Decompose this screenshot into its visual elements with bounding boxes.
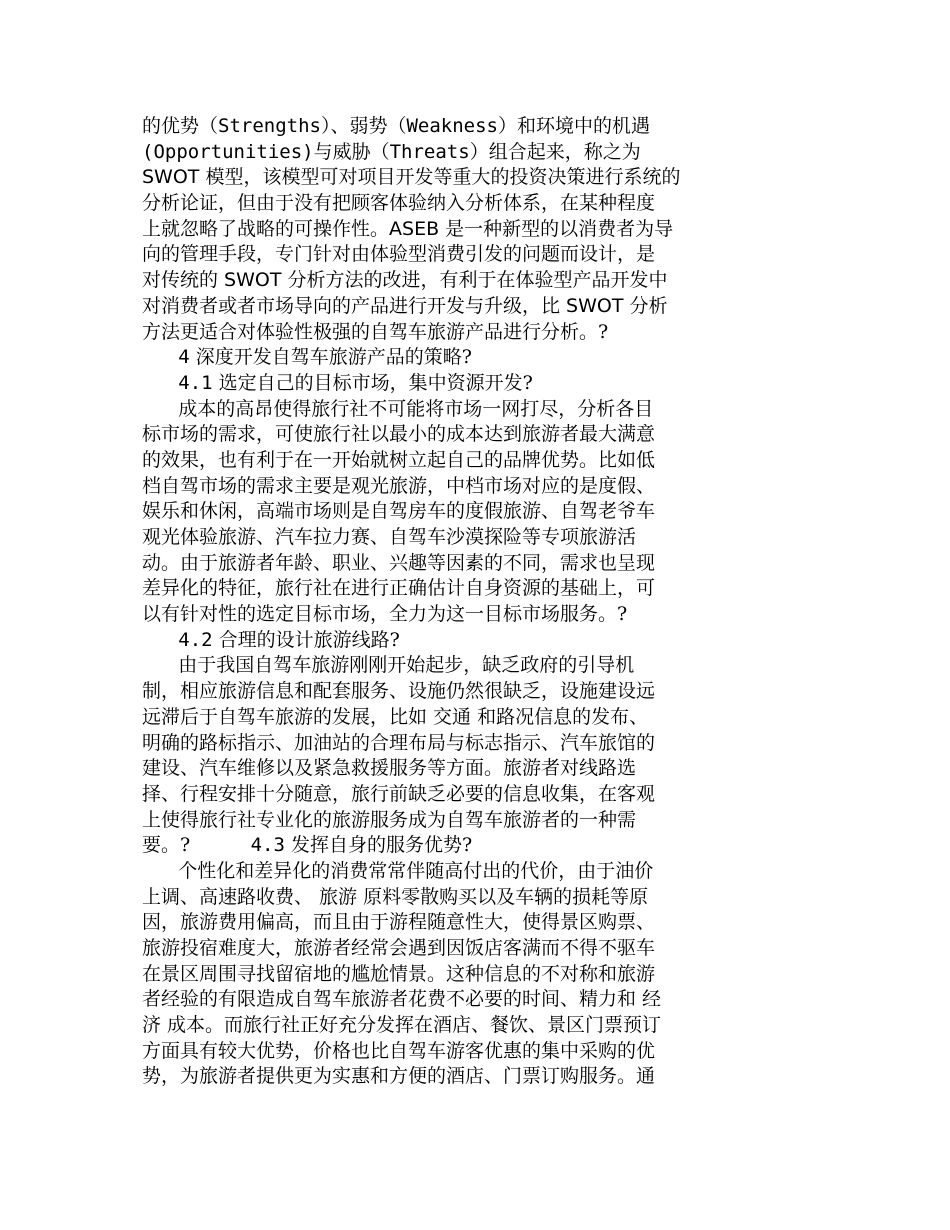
text-line: 方法更适合对体验性极强的自驾车旅游产品进行分析。? bbox=[142, 320, 609, 343]
text-line: (Opportunities)与威胁（Threats）组合起来，称之为 bbox=[142, 140, 641, 163]
text-line: 分析论证，但由于没有把顾客体验纳入分析体系，在某种程度 bbox=[142, 192, 656, 215]
text-line: 差异化的特征，旅行社在进行正确估计自身资源的基础上，可 bbox=[142, 577, 656, 600]
text-line: 上使得旅行社专业化的旅游服务成为自驾车旅游者的一种需 bbox=[142, 808, 637, 831]
text-line: 个性化和差异化的消费常常伴随高付出的代价，由于油价 bbox=[142, 859, 654, 882]
text-line: 建设、汽车维修以及紧急救援服务等方面。旅游者对线路选 bbox=[142, 757, 637, 780]
text-line: 制，相应旅游信息和配套服务、设施仍然很缺乏，设施建设远 bbox=[142, 680, 656, 703]
text-line: 成本的高昂使得旅行社不可能将市场一网打尽，分析各目 bbox=[142, 397, 654, 420]
text-line: 以有针对性的选定目标市场，全力为这一目标市场服务。? bbox=[142, 603, 628, 626]
text-line: 由于我国自驾车旅游刚刚开始起步，缺乏政府的引导机 bbox=[142, 654, 635, 677]
text-line: 档自驾市场的需求主要是观光旅游，中档市场对应的是度假、 bbox=[142, 474, 656, 497]
document-body bbox=[142, 114, 742, 1090]
text-line: 4.1 选定自己的目标市场，集中资源开发? bbox=[178, 371, 533, 394]
text-line: 娱乐和休闲，高端市场则是自驾房车的度假旅游、自驾老爷车 bbox=[142, 500, 656, 523]
text-line: 对传统的 SWOT 分析方法的改进，有利于在体验型产品开发中 bbox=[142, 269, 668, 292]
text-line: 的优势（Strengths）、弱势（Weakness）和环境中的机遇 bbox=[142, 115, 651, 137]
text-line: 远滞后于自驾车旅游的发展，比如 交通 和路况信息的发布、 bbox=[142, 705, 649, 728]
text-line: 者经验的有限造成自驾车旅游者花费不必要的时间、精力和 经 bbox=[142, 988, 662, 1011]
text-line: 向的管理手段，专门针对由体验型消费引发的问题而设计，是 bbox=[142, 243, 656, 266]
text-line: 的效果，也有利于在一开始就树立起自己的品牌优势。比如低 bbox=[142, 448, 656, 471]
text-line: 势，为旅游者提供更为实惠和方便的酒店、门票订购服务。通 bbox=[142, 1065, 656, 1088]
text-line: 在景区周围寻找留宿地的尴尬情景。这种信息的不对称和旅游 bbox=[142, 962, 656, 985]
text-line: 观光体验旅游、汽车拉力赛、自驾车沙漠探险等专项旅游活 bbox=[142, 526, 637, 548]
text-line: 济 成本。而旅行社正好充分发挥在酒店、餐饮、景区门票预订 bbox=[142, 1014, 662, 1037]
text-line: 4 深度开发自驾车旅游产品的策略? bbox=[178, 346, 472, 369]
text-line: 4.2 合理的设计旅游线路? bbox=[178, 628, 400, 651]
text-line: 上就忽略了战略的可操作性。ASEB 是一种新型的以消费者为导 bbox=[142, 217, 674, 240]
text-line: 对消费者或者市场导向的产品进行开发与升级，比 SWOT 分析 bbox=[142, 294, 668, 317]
text-line: 明确的路标指示、加油站的合理布局与标志指示、汽车旅馆的 bbox=[142, 731, 656, 754]
text-line: 标市场的需求，可使旅行社以最小的成本达到旅游者最大满意 bbox=[142, 423, 656, 446]
text-line: 上调、高速路收费、 旅游 原料零散购买以及车辆的损耗等原 bbox=[142, 885, 649, 908]
text-line: SWOT 模型，该模型可对项目开发等重大的投资决策进行系统的 bbox=[142, 166, 681, 189]
text-line: 方面具有较大优势，价格也比自驾车游客优惠的集中采购的优 bbox=[142, 1039, 656, 1062]
text-line: 择、行程安排十分随意，旅行前缺乏必要的信息收集，在客观 bbox=[142, 782, 656, 805]
text-line: 要。? 4.3 发挥自身的服务优势? bbox=[142, 834, 473, 857]
text-line: 因，旅游费用偏高，而且由于游程随意性大，使得景区购票、 bbox=[142, 911, 656, 934]
text-line: 动。由于旅游者年龄、职业、兴趣等因素的不同，需求也呈现 bbox=[142, 551, 656, 574]
text-line: 旅游投宿难度大，旅游者经常会遇到因饭店客满而不得不驱车 bbox=[142, 937, 656, 959]
